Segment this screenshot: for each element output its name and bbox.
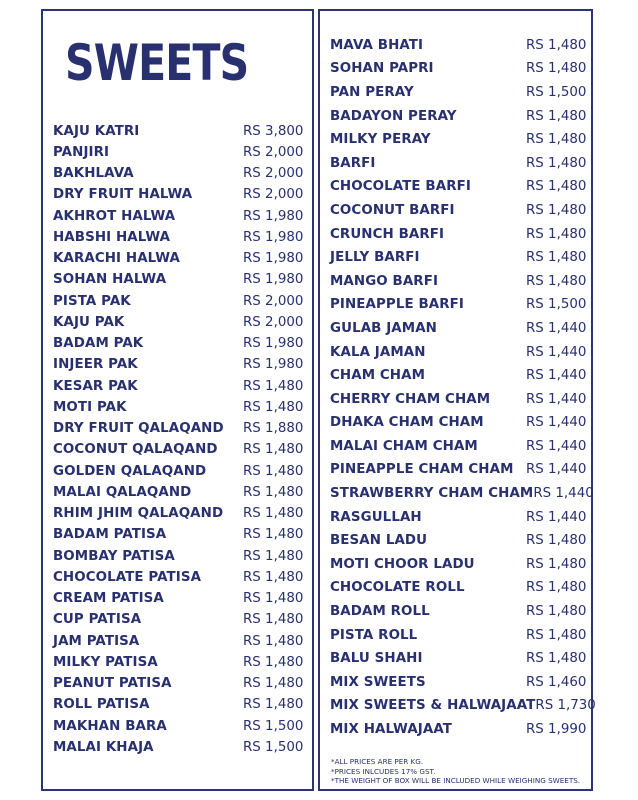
item-price: RS 1,480 — [526, 61, 587, 77]
menu-item — [330, 246, 587, 270]
menu-item — [330, 553, 587, 577]
menu-item — [330, 294, 587, 318]
menu-item — [330, 152, 587, 176]
item-name: STRAWBERRY CHAM CHAM — [330, 486, 534, 502]
item-name: MIX SWEETS — [330, 674, 426, 690]
item-price: RS 1,500 — [243, 739, 304, 755]
item-name: BESAN LADU — [330, 533, 428, 549]
menu-item — [330, 270, 587, 294]
item-price: RS 1,480 — [526, 155, 587, 171]
item-name: KESAR PAK — [53, 378, 138, 394]
menu-item — [53, 419, 303, 440]
item-name: PAN PERAY — [330, 84, 414, 100]
menu-item — [53, 482, 303, 503]
item-price: RS 1,480 — [243, 612, 304, 628]
menu-item — [53, 164, 303, 185]
menu-item — [53, 674, 303, 695]
item-price: RS 1,480 — [243, 506, 304, 522]
menu-item — [53, 334, 303, 355]
menu-item — [330, 317, 587, 341]
menu-item — [330, 647, 587, 671]
item-price: RS 1,480 — [243, 633, 304, 649]
item-price: RS 1,480 — [243, 463, 304, 479]
item-price: RS 1,980 — [243, 251, 304, 267]
menu-item — [53, 227, 303, 248]
item-price: RS 1,480 — [243, 484, 304, 500]
item-name: PISTA PAK — [53, 293, 131, 309]
item-name: CUP PATISA — [53, 612, 142, 628]
item-name: MANGO BARFI — [330, 273, 439, 289]
menu-item — [53, 376, 303, 397]
menu-item — [53, 249, 303, 270]
menu-item — [53, 589, 303, 610]
item-price: RS 1,480 — [243, 569, 304, 585]
item-price: RS 1,480 — [243, 591, 304, 607]
menu-item — [330, 199, 587, 223]
item-name: BADAYON PERAY — [330, 108, 457, 124]
item-price: RS 1,440 — [533, 486, 594, 502]
menu-item — [53, 142, 303, 163]
item-price: RS 1,880 — [243, 421, 304, 437]
menu-item — [330, 176, 587, 200]
item-price: RS 1,480 — [526, 202, 587, 218]
menu-item — [53, 610, 303, 631]
item-name: CHAM CHAM — [330, 368, 426, 384]
item-name: CHOCOLATE BARFI — [330, 179, 471, 195]
item-name: ROLL PATISA — [53, 697, 150, 713]
menu-item — [330, 459, 587, 483]
item-name: DHAKA CHAM CHAM — [330, 415, 484, 431]
item-price: RS 2,000 — [243, 314, 304, 330]
item-name: MOTI CHOOR LADU — [330, 556, 475, 572]
item-price: RS 1,480 — [526, 250, 587, 266]
menu-item — [330, 506, 587, 530]
item-name: JELLY BARFI — [330, 250, 420, 266]
note: *THE WEIGHT OF BOX WILL BE INCLUDED WHILE WEIGHING SWEETS. — [331, 776, 581, 785]
item-name: SOHAN PAPRI — [330, 61, 434, 77]
item-name: MILKY PATISA — [53, 654, 158, 670]
item-price: RS 1,480 — [243, 548, 304, 564]
menu-item — [53, 440, 303, 461]
item-name: AKHROT HALWA — [53, 208, 176, 224]
item-name: CHOCOLATE PATISA — [53, 569, 202, 585]
item-price: RS 1,440 — [526, 320, 587, 336]
item-price: RS 1,480 — [243, 399, 304, 415]
item-name: COCONUT BARFI — [330, 202, 455, 218]
menu-item — [330, 671, 587, 695]
item-price: RS 1,480 — [526, 533, 587, 549]
menu-item — [330, 105, 587, 129]
item-price: RS 1,480 — [526, 226, 587, 242]
item-name: PINEAPPLE CHAM CHAM — [330, 462, 514, 478]
menu-item — [53, 206, 303, 227]
menu-item — [53, 355, 303, 376]
menu-title: SWEETS — [65, 34, 249, 92]
item-price: RS 1,440 — [526, 462, 587, 478]
menu-item — [330, 435, 587, 459]
item-name: BOMBAY PATISA — [53, 548, 175, 564]
menu-item — [330, 341, 587, 365]
item-name: RASGULLAH — [330, 509, 422, 525]
item-price: RS 1,480 — [243, 654, 304, 670]
menu-item — [330, 529, 587, 553]
menu-item — [53, 121, 303, 142]
item-name: MALAI CHAM CHAM — [330, 438, 478, 454]
item-name: RHIM JHIM QALAQAND — [53, 506, 224, 522]
item-name: MAVA BHATI — [330, 37, 424, 53]
item-price: RS 1,980 — [243, 357, 304, 373]
menu-item — [53, 270, 303, 291]
item-name: HABSHI HALWA — [53, 229, 171, 245]
left-price-list — [53, 121, 303, 759]
item-price: RS 1,480 — [526, 580, 587, 596]
menu-item — [330, 577, 587, 601]
menu-item — [53, 291, 303, 312]
right-price-list — [330, 34, 596, 742]
item-price: RS 1,480 — [526, 108, 587, 124]
item-name: BADAM PAK — [53, 336, 144, 352]
menu-item — [330, 388, 587, 412]
price-notes — [331, 757, 580, 786]
item-name: CHERRY CHAM CHAM — [330, 391, 491, 407]
menu-item — [330, 364, 587, 388]
item-name: KALA JAMAN — [330, 344, 426, 360]
item-name: KAJU PAK — [53, 314, 125, 330]
menu-item — [330, 600, 587, 624]
item-name: CHOCOLATE ROLL — [330, 580, 465, 596]
item-name: PINEAPPLE BARFI — [330, 297, 464, 313]
item-name: DRY FRUIT HALWA — [53, 187, 193, 203]
item-price: RS 1,480 — [243, 697, 304, 713]
item-name: PISTA ROLL — [330, 627, 418, 643]
menu-item — [330, 128, 587, 152]
item-name: PANJIRI — [53, 144, 110, 160]
menu-item — [53, 737, 303, 758]
item-price: RS 1,480 — [243, 378, 304, 394]
menu-item — [53, 567, 303, 588]
item-price: RS 1,440 — [526, 415, 587, 431]
item-price: RS 1,980 — [243, 336, 304, 352]
item-price: RS 1,480 — [526, 604, 587, 620]
item-name: GOLDEN QALAQAND — [53, 463, 207, 479]
item-price: RS 2,000 — [243, 144, 304, 160]
item-price: RS 3,800 — [243, 123, 304, 139]
item-price: RS 1,440 — [526, 438, 587, 454]
item-price: RS 1,480 — [526, 556, 587, 572]
item-name: BALU SHAHI — [330, 651, 423, 667]
item-price: RS 1,990 — [526, 722, 587, 738]
item-name: BADAM PATISA — [53, 527, 167, 543]
item-name: DRY FRUIT QALAQAND — [53, 421, 224, 437]
menu-item — [330, 624, 587, 648]
item-name: SOHAN HALWA — [53, 272, 167, 288]
item-name: MIX SWEETS & HALWAJAAT — [330, 698, 536, 714]
menu-item — [53, 312, 303, 333]
item-name: MOTI PAK — [53, 399, 127, 415]
item-price: RS 1,480 — [526, 273, 587, 289]
menu-item — [53, 397, 303, 418]
item-price: RS 1,980 — [243, 272, 304, 288]
item-price: RS 1,440 — [526, 344, 587, 360]
item-name: KAJU KATRI — [53, 123, 140, 139]
item-name: MAKHAN BARA — [53, 718, 167, 734]
item-price: RS 1,440 — [526, 509, 587, 525]
item-name: CREAM PATISA — [53, 591, 164, 607]
item-price: RS 1,980 — [243, 208, 304, 224]
menu-item — [53, 504, 303, 525]
item-price: RS 1,480 — [526, 37, 587, 53]
item-name: BARFI — [330, 155, 376, 171]
item-price: RS 1,480 — [526, 179, 587, 195]
item-name: MILKY PERAY — [330, 132, 431, 148]
note: *ALL PRICES ARE PER KG. — [331, 757, 424, 766]
item-name: COCONUT QALAQAND — [53, 442, 218, 458]
item-price: RS 2,000 — [243, 187, 304, 203]
item-name: BADAM ROLL — [330, 604, 430, 620]
item-price: RS 1,500 — [243, 718, 304, 734]
menu-item — [53, 461, 303, 482]
item-price: RS 1,480 — [526, 627, 587, 643]
item-price: RS 1,980 — [243, 229, 304, 245]
menu-item — [330, 412, 587, 436]
item-name: CRUNCH BARFI — [330, 226, 445, 242]
item-name: PEANUT PATISA — [53, 676, 172, 692]
menu-item — [53, 546, 303, 567]
menu-item — [53, 716, 303, 737]
item-name: MALAI KHAJA — [53, 739, 154, 755]
menu-item — [53, 652, 303, 673]
item-price: RS 1,500 — [526, 84, 587, 100]
item-name: JAM PATISA — [53, 633, 140, 649]
menu-item — [330, 482, 594, 506]
item-price: RS 1,730 — [535, 698, 596, 714]
item-price: RS 1,480 — [526, 651, 587, 667]
item-name: BAKHLAVA — [53, 166, 134, 182]
menu-item — [330, 34, 587, 58]
item-price: RS 2,000 — [243, 166, 304, 182]
item-name: GULAB JAMAN — [330, 320, 437, 336]
menu-item — [53, 631, 303, 652]
menu-item — [53, 525, 303, 546]
item-price: RS 2,000 — [243, 293, 304, 309]
item-price: RS 1,480 — [526, 132, 587, 148]
note: *PRICES INLCUDES 17% GST. — [331, 766, 436, 776]
menu-item — [330, 695, 596, 719]
menu-item — [53, 695, 303, 716]
item-name: INJEER PAK — [53, 357, 138, 373]
item-price: RS 1,440 — [526, 368, 587, 384]
item-price: RS 1,460 — [526, 674, 587, 690]
item-price: RS 1,480 — [243, 442, 304, 458]
menu-item — [330, 223, 587, 247]
item-name: MALAI QALAQAND — [53, 484, 192, 500]
item-name: KARACHI HALWA — [53, 251, 180, 267]
item-name: MIX HALWAJAAT — [330, 722, 452, 738]
menu-item — [53, 185, 303, 206]
menu-item — [330, 81, 587, 105]
menu-item — [330, 718, 587, 742]
item-price: RS 1,500 — [526, 297, 587, 313]
item-price: RS 1,480 — [243, 527, 304, 543]
menu-item — [330, 58, 587, 82]
item-price: RS 1,440 — [526, 391, 587, 407]
item-price: RS 1,480 — [243, 676, 304, 692]
